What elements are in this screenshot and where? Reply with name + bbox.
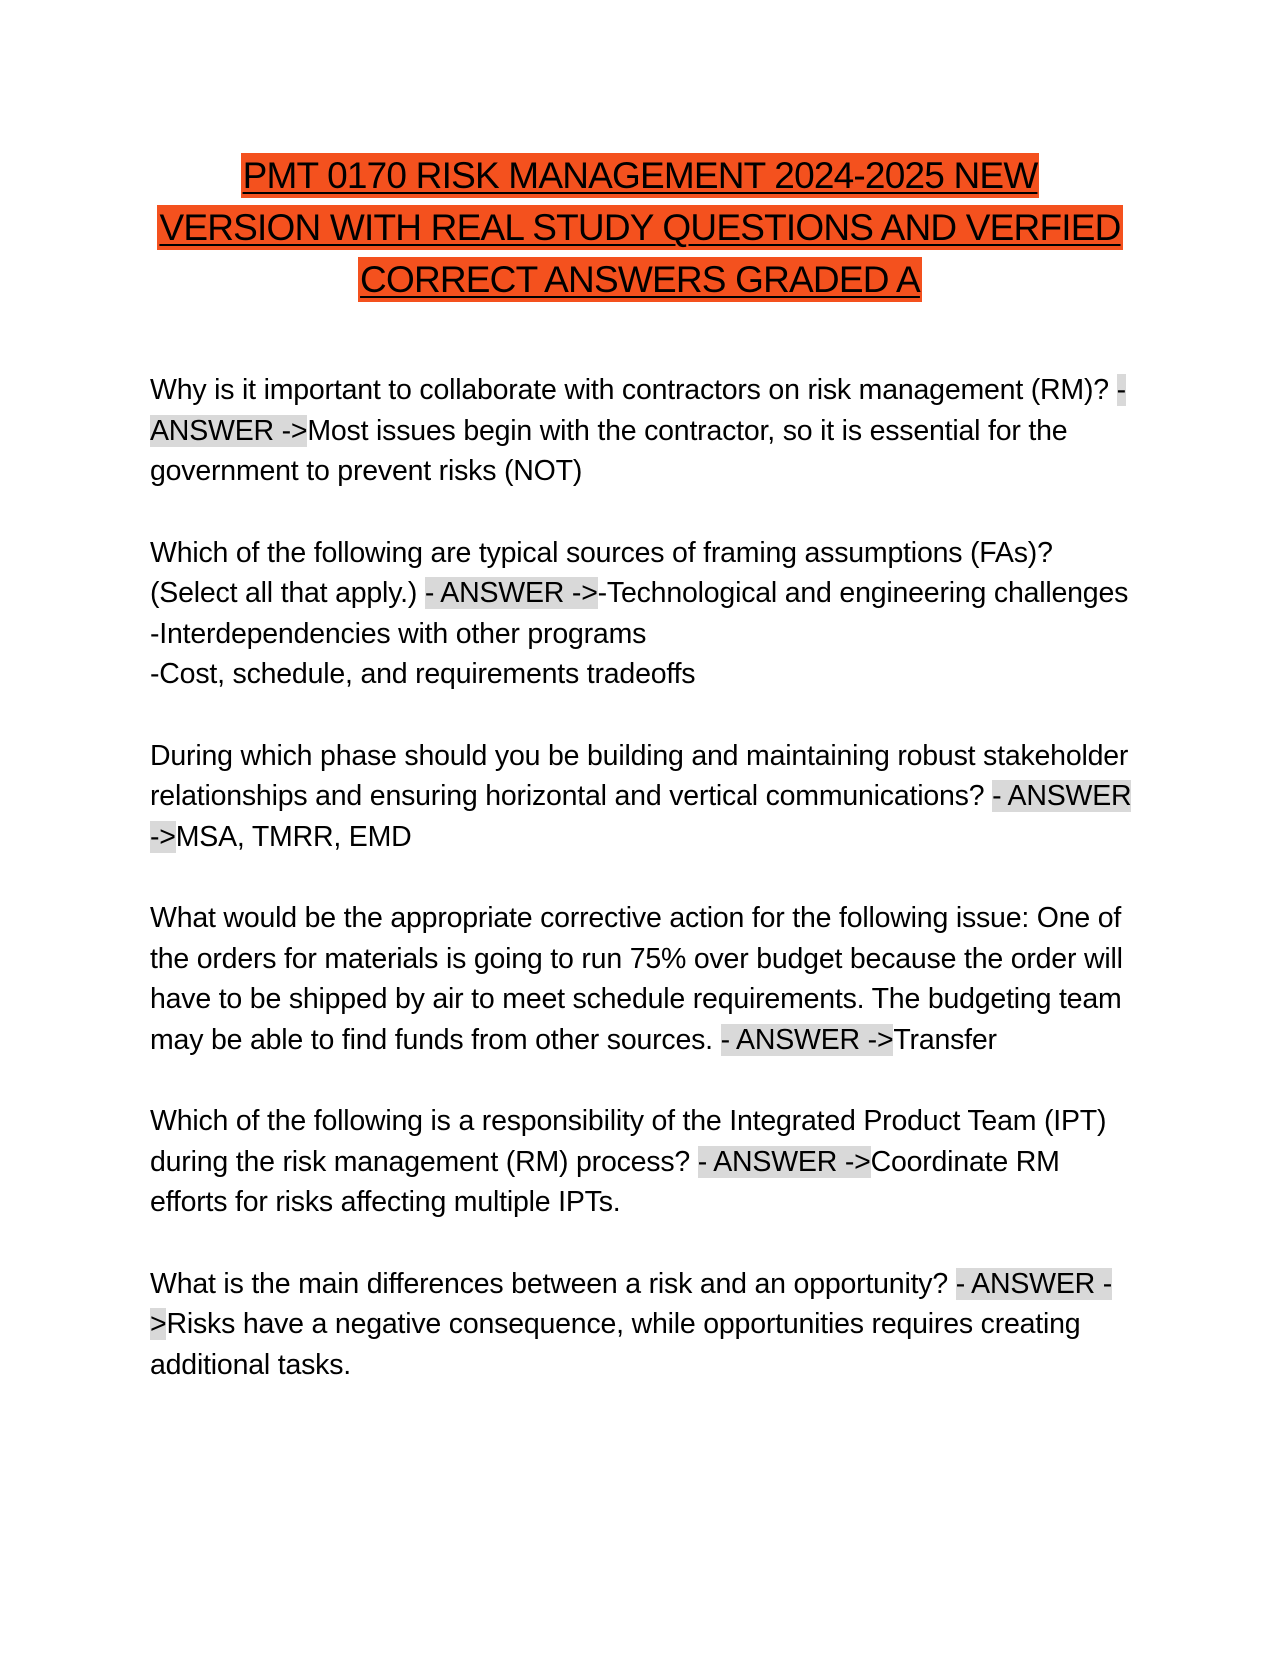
answer-text: Risks have a negative consequence, while opportunities requires creating additional tasks. <box>150 1308 1081 1381</box>
title-line-3: CORRECT ANSWERS GRADED A <box>360 259 920 300</box>
answer-text: Transfer <box>893 1023 997 1056</box>
qa-list <box>150 370 1140 1426</box>
qa-item-5 <box>150 1101 1140 1223</box>
question-text: Why is it important to collaborate with contractors on risk management (RM)? <box>150 374 1117 406</box>
answer-marker: - ANSWER -> <box>150 374 1126 447</box>
answer-marker: - ANSWER -> <box>697 1145 871 1178</box>
qa-item-6 <box>150 1264 1140 1386</box>
answer-text: Most issues begin with the contractor, so it is essential for the government to prevent risks (NOT) <box>150 414 1068 487</box>
qa-item-1 <box>150 370 1140 492</box>
question-text: During which phase should you be building and maintaining robust stakeholder relationships and ensuring horizontal and vertical communications? <box>150 739 1129 812</box>
qa-item-2 <box>150 533 1140 695</box>
answer-text: MSA, TMRR, EMD <box>175 820 412 853</box>
question-text: Which of the following is a responsibility of the Integrated Product Team (IPT) during the risk management (RM) process? <box>150 1105 1107 1178</box>
answer-marker: - ANSWER -> <box>720 1023 894 1056</box>
qa-item-4 <box>150 898 1140 1060</box>
document-title <box>150 150 1130 306</box>
title-line-2: VERSION WITH REAL STUDY QUESTIONS AND VERFIED <box>159 207 1121 248</box>
title-line-1: PMT 0170 RISK MANAGEMENT 2024-2025 NEW <box>242 155 1038 196</box>
answer-marker: - ANSWER -> <box>150 1267 1113 1340</box>
qa-item-3 <box>150 736 1140 858</box>
answer-text: -Technological and engineering challenges -Interdependencies with other programs -Cost, schedule, and requirements tradeoffs <box>150 577 1129 690</box>
question-text: Which of the following are typical sources of framing assumptions (FAs)? (Select all that apply.) <box>150 536 1053 609</box>
question-text: What would be the appropriate corrective action for the following issue: One of the orders for materials is going to run 75% over budget because the order will have to be shipped by air to meet schedule requirements. The budgeting team may be able to find funds from other sources. <box>150 902 1123 1056</box>
answer-text: Coordinate RM efforts for risks affecting multiple IPTs. <box>150 1145 1060 1218</box>
question-text: What is the main differences between a risk and an opportunity? <box>150 1267 956 1300</box>
answer-marker: - ANSWER -> <box>150 780 1132 853</box>
answer-marker: - ANSWER -> <box>424 577 598 609</box>
